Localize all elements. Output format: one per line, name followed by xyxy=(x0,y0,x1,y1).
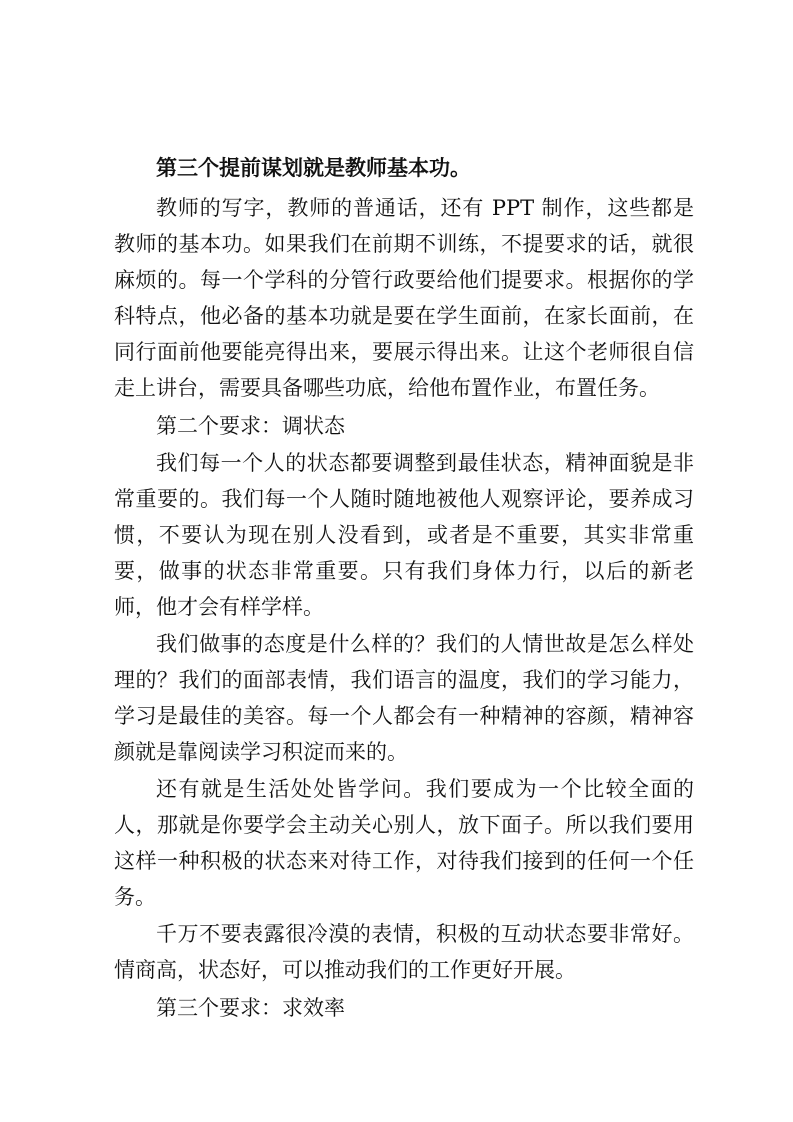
section-heading: 第三个提前谋划就是教师基本功。 xyxy=(156,155,471,180)
subheading-third-requirement: 第三个要求：求效率 xyxy=(156,996,345,1020)
paragraph-best-state: 我们每一个人的状态都要调整到最佳状态，精神面貌是非常重要的。我们每一个人随时随地被他人观察评论，要养成习惯，不要认为现在别人没看到，或者是不重要，其实非常重要，做事的状态非常重要。只有我们身体力行，以后的新老师，他才会有样学样。 xyxy=(114,451,694,619)
paragraph-teacher-basic-skills: 教师的写字，教师的普通话，还有 PPT 制作，这些都是教师的基本功。如果我们在前期不训练，不提要求的话，就很麻烦的。每一个学科的分管行政要给他们提要求。根据你的学科特点，他必备的基本功就是要在学生面前，在家长面前，在同行面前他要能亮得出来，要展示得出来。让这个老师很自信走上讲台，需要具备哪些功底，给他布置作业，布置任务。 xyxy=(114,196,694,400)
paragraph-attitude: 我们做事的态度是什么样的？我们的人情世故是怎么样处理的？我们的面部表情，我们语言的温度，我们的学习能力，学习是最佳的美容。每一个人都会有一种精神的容颜，精神容颜就是靠阅读学习积淀而来的。 xyxy=(114,632,694,764)
subheading-second-requirement: 第二个要求：调状态 xyxy=(156,414,345,438)
document-body xyxy=(114,150,694,1027)
paragraph-learning-in-life: 还有就是生活处处皆学问。我们要成为一个比较全面的人，那就是你要学会主动关心别人，放下面子。所以我们要用这样一种积极的状态来对待工作，对待我们接到的任何一个任务。 xyxy=(114,777,694,909)
paragraph-positive-interaction: 千万不要表露很冷漠的表情，积极的互动状态要非常好。情商高，状态好，可以推动我们的工作更好开展。 xyxy=(114,922,694,982)
